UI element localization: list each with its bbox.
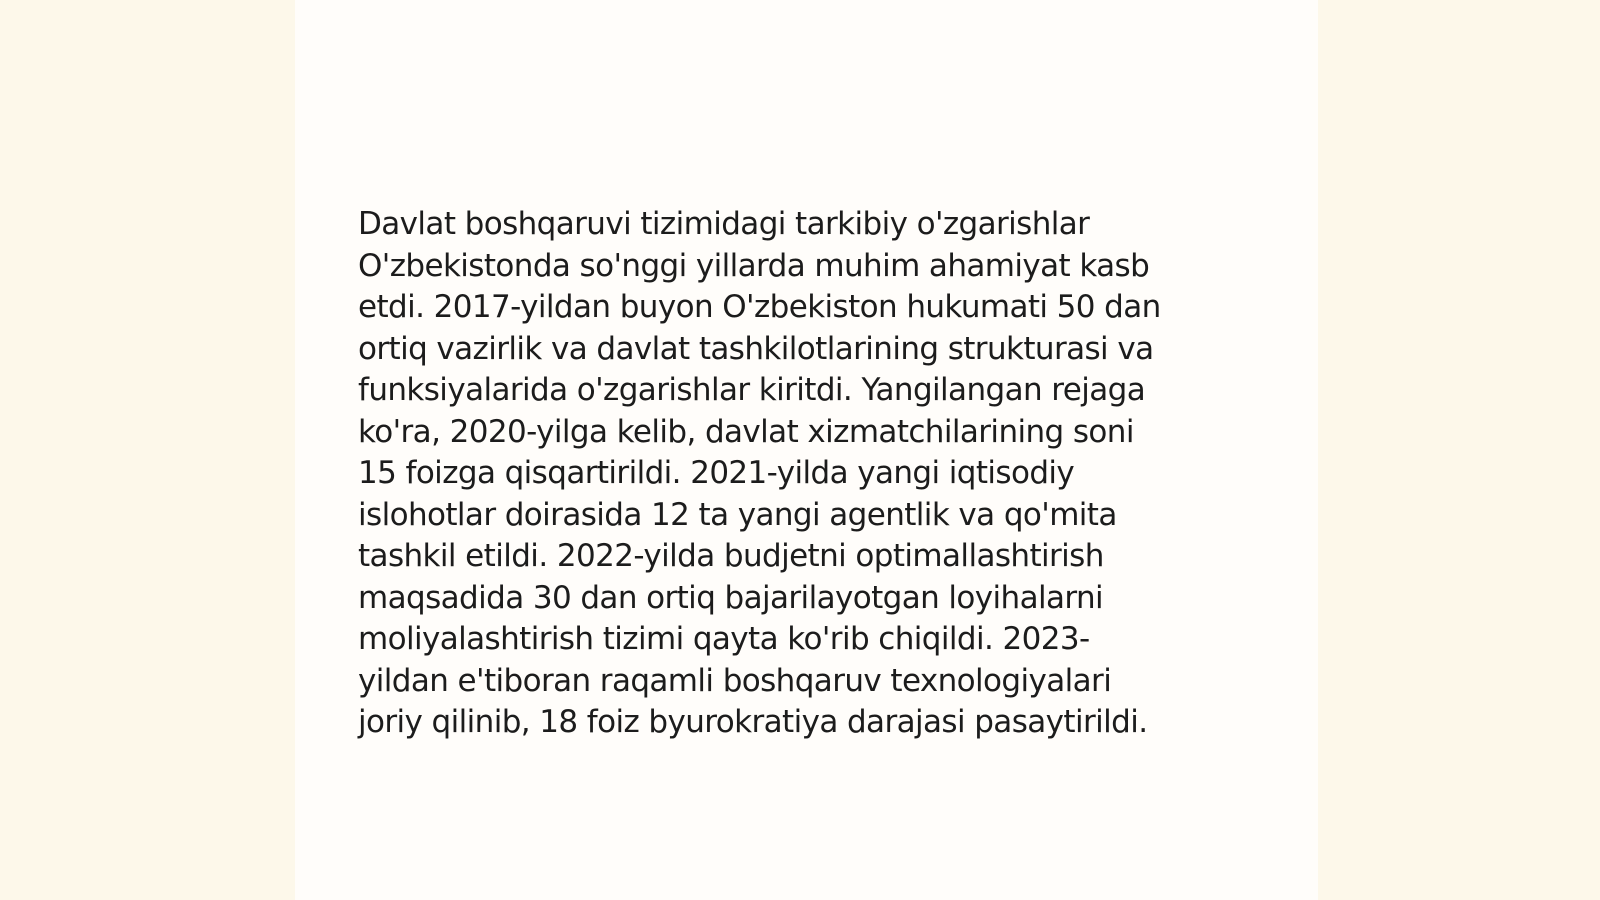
- paragraph-line: 15 foizga qisqartirildi. 2021-yilda yangi iqtisodiy: [358, 455, 1075, 491]
- document-page: [295, 0, 1318, 900]
- paragraph-line: etdi. 2017-yildan buyon O'zbekiston hukumati 50 dan: [358, 289, 1161, 325]
- paragraph-line: funksiyalarida o'zgarishlar kiritdi. Yangilangan rejaga: [358, 372, 1146, 408]
- body-paragraph: [358, 204, 1238, 744]
- paragraph-line: O'zbekistonda so'nggi yillarda muhim ahamiyat kasb: [358, 247, 1150, 284]
- paragraph-line: islohotlar doirasida 12 ta yangi agentlik va qo'mita: [358, 496, 1117, 533]
- paragraph-line: tashkil etildi. 2022-yilda budjetni optimallashtirish: [358, 538, 1104, 574]
- paragraph-line: yildan e'tiboran raqamli boshqaruv texnologiyalari: [358, 662, 1112, 699]
- paragraph-line: ko'ra, 2020-yilga kelib, davlat xizmatchilarining soni: [358, 413, 1134, 450]
- paragraph-line: Davlat boshqaruvi tizimidagi tarkibiy o'zgarishlar: [358, 206, 1090, 242]
- paragraph-line: maqsadida 30 dan ortiq bajarilayotgan loyihalarni: [358, 579, 1104, 616]
- paragraph-line: moliyalashtirish tizimi qayta ko'rib chiqildi. 2023-: [358, 621, 1090, 657]
- paragraph-line: joriy qilinib, 18 foiz byurokratiya darajasi pasaytirildi.: [358, 704, 1148, 740]
- paragraph-line: ortiq vazirlik va davlat tashkilotlarining strukturasi va: [358, 330, 1154, 367]
